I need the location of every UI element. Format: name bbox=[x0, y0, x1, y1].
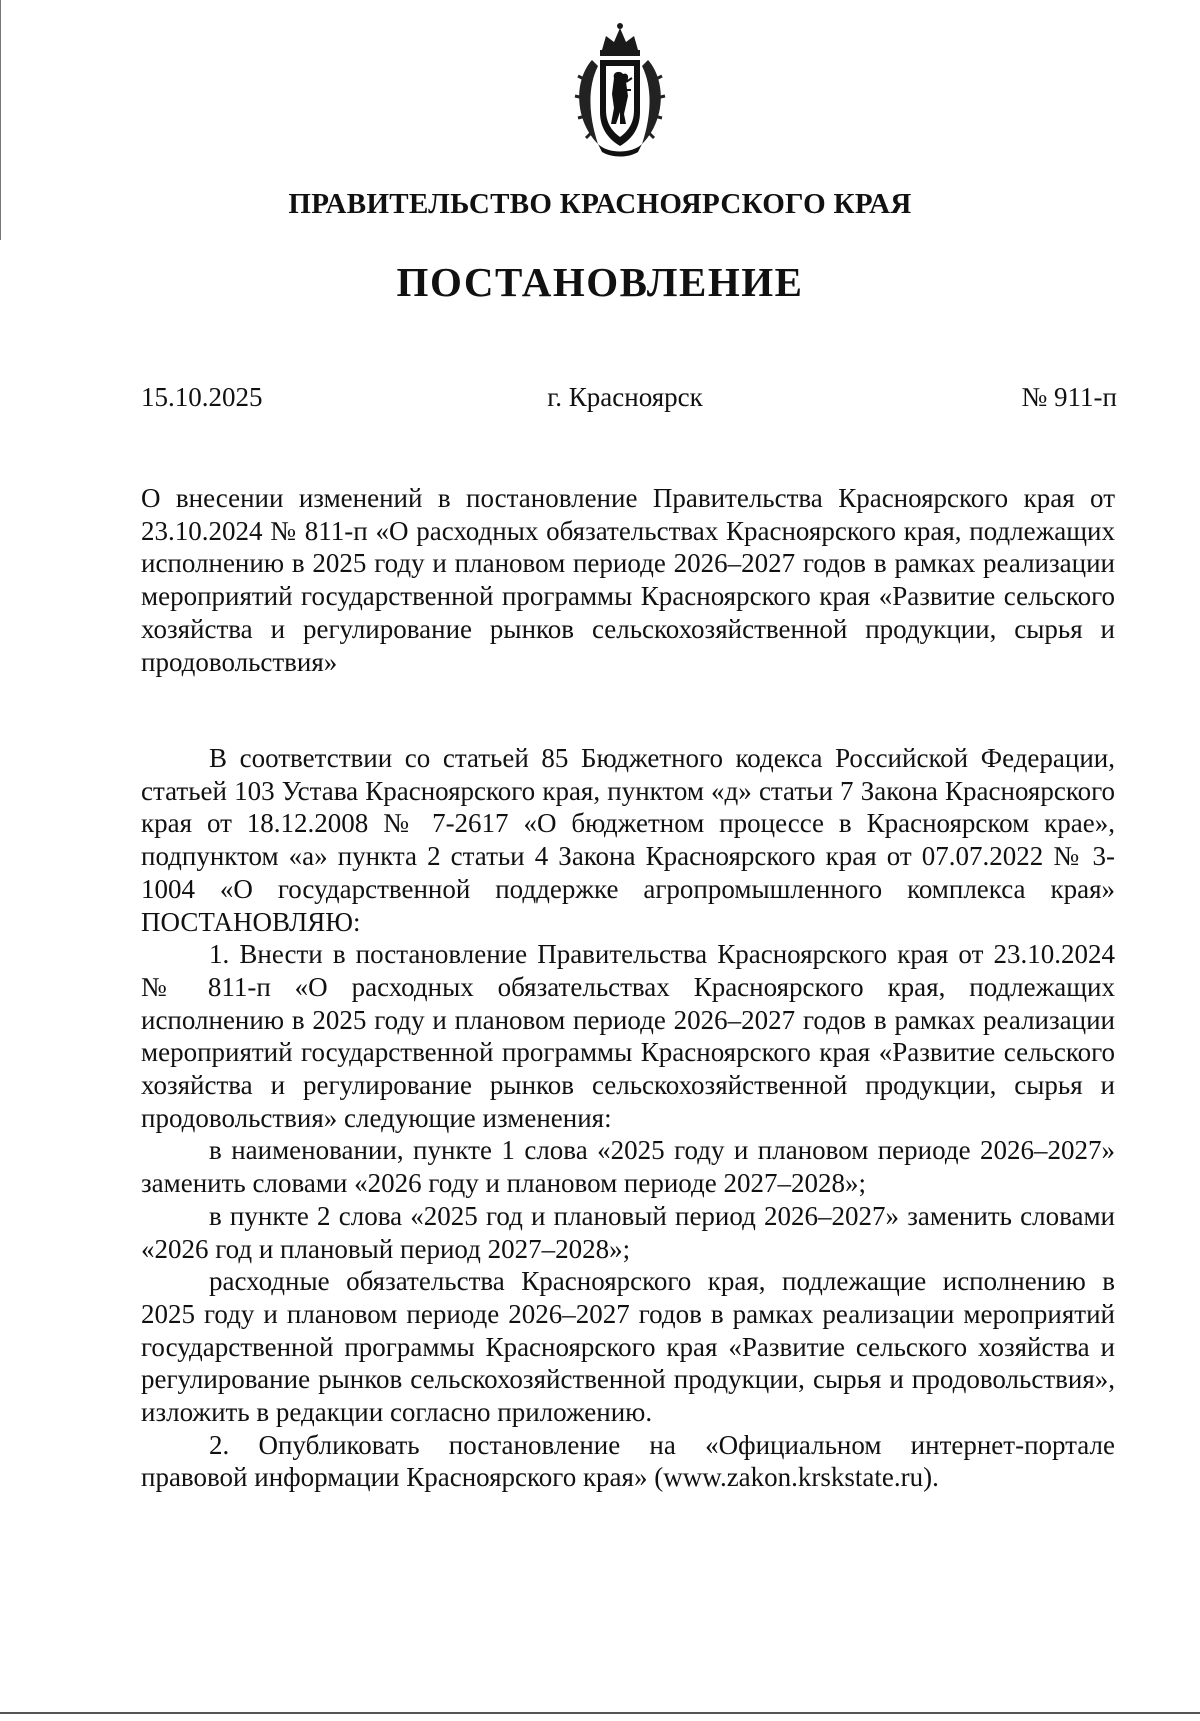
subject-text: О внесении изменений в постановление Правительства Красноярского края от 23.10.2024 № 811-п «О расходных обязательствах Красноярского края, подлежащих исполнению в 2025 году и плановом периоде 2026–2027 годов в рамках реализации мероприятий государственной программы Красноярского края «Развитие сельского хозяйства и регулирование рынков сельскохозяйственной продукции, сырья и продовольствия» bbox=[141, 483, 1115, 677]
change-2-paragraph: в пункте 2 слова «2025 год и плановый период 2026–2027» заменить словами «2026 год и плановый период 2027–2028»; bbox=[141, 1200, 1115, 1264]
body-text bbox=[141, 742, 1115, 1494]
page-bottom-rule bbox=[0, 1712, 1200, 1714]
organization-title: ПРАВИТЕЛЬСТВО КРАСНОЯРСКОГО КРАЯ bbox=[288, 188, 912, 220]
change-1-paragraph: в наименовании, пункте 1 слова «2025 году и плановом периоде 2026–2027» заменить словами «2026 году и плановом периоде 2027–2028»; bbox=[141, 1135, 1115, 1199]
subject-block bbox=[141, 482, 1115, 678]
item-2-paragraph: 2. Опубликовать постановление на «Официальном интернет-портале правовой информации Красноярского края» (www.zakon.krskstate.ru). bbox=[141, 1429, 1115, 1493]
document-date: 15.10.2025 bbox=[141, 382, 263, 412]
document-city: г. Красноярск bbox=[547, 382, 703, 412]
document-number: № 911-п bbox=[1021, 382, 1117, 412]
item-1-paragraph: 1. Внести в постановление Правительства Красноярского края от 23.10.2024 № 811-п «О расходных обязательствах Красноярского края, подлежащих исполнению в 2025 году и плановом периоде 2026–2027 годов в рамках реализации мероприятий государственной программы Красноярского края «Развитие сельского хозяйства и регулирование рынков сельскохозяйственной продукции, сырья и продовольствия» следующие изменения: bbox=[141, 939, 1115, 1133]
change-3-paragraph: расходные обязательства Красноярского края, подлежащие исполнению в 2025 году и плановом периоде 2026–2027 годов в рамках реализации мероприятий государственной программы Красноярского края «Развитие сельского хозяйства и регулирование рынков сельскохозяйственной продукции, сырья и продовольствия», изложить в редакции согласно приложению. bbox=[141, 1266, 1115, 1428]
krasnoyarsk-coat-of-arms-icon bbox=[568, 20, 672, 160]
document-type-title: ПОСТАНОВЛЕНИЕ bbox=[396, 259, 804, 305]
preamble-paragraph: В соответствии со статьей 85 Бюджетного кодекса Российской Федерации, статьей 103 Устава Красноярского края, пунктом «д» статьи 7 Закона Красноярского края от 18.12.2008 № 7-2617 «О бюджетном процессе в Красноярском крае», подпунктом «а» пункта 2 статьи 4 Закона Красноярского края от 07.07.2022 № 3-1004 «О государственной поддержке агропромышленного комплекса края» ПОСТАНОВЛЯЮ: bbox=[141, 743, 1115, 937]
